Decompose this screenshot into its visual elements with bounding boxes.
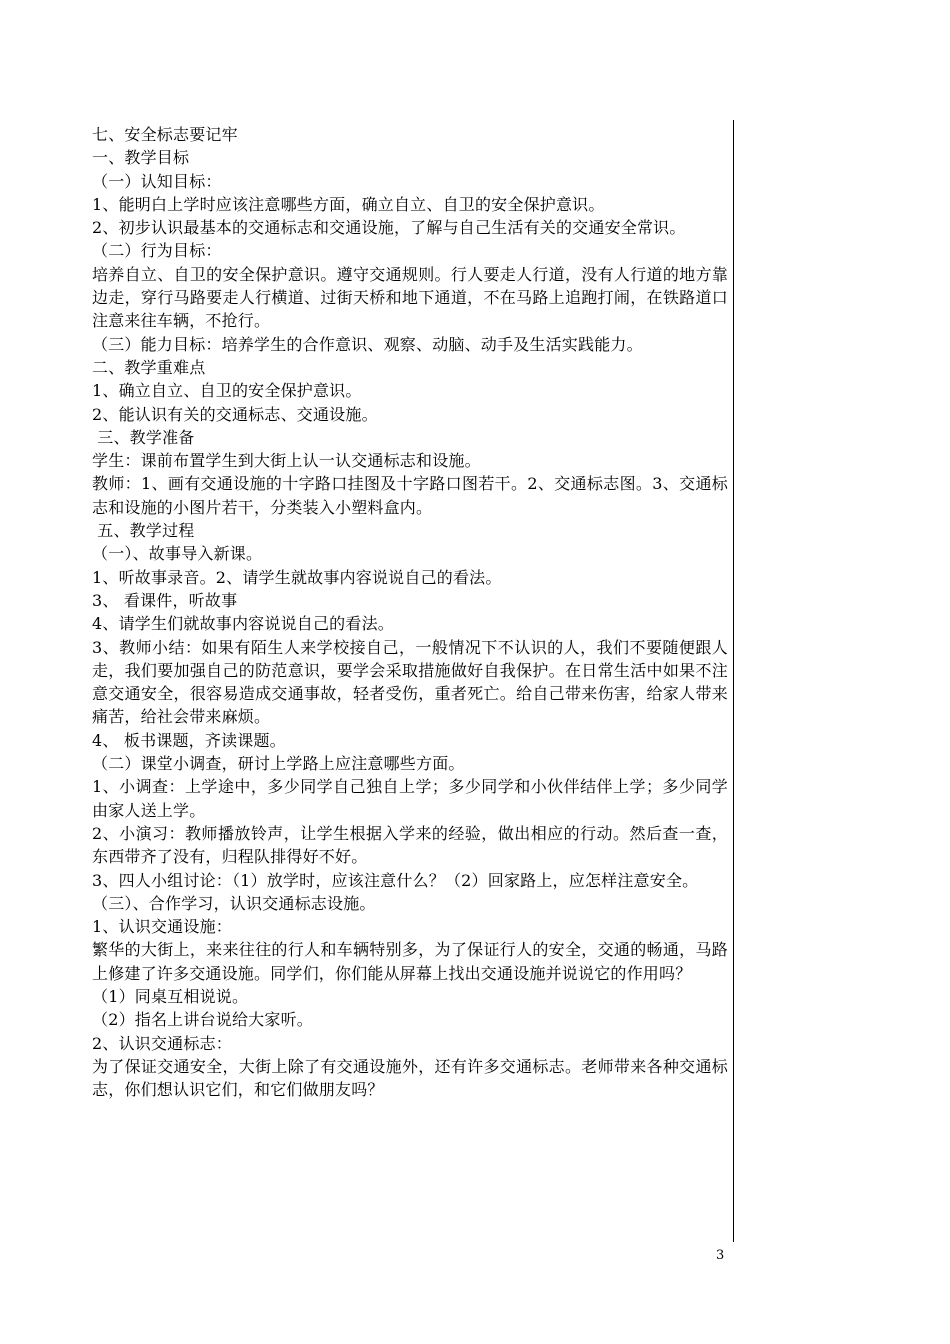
paragraph: （1）同桌互相说说。 (92, 986, 249, 1006)
section-heading: 五、教学过程 (92, 521, 195, 541)
subsection-heading: （一）、故事导入新课。 (92, 544, 263, 564)
paragraph: 3、 看课件，听故事 (92, 590, 238, 610)
paragraph: （三）能力目标：培养学生的合作意识、观察、动脑、动手及生活实践能力。 (92, 334, 643, 354)
paragraph: 为了保证交通安全，大街上除了有交通设施外，还有许多交通标志。老师带来各种交通标志，你们想认识它们，和它们做朋友吗？ (92, 1056, 728, 1100)
paragraph: 2、小演习：教师播放铃声，让学生根据入学来的经验，做出相应的行动。然后查一查，东西带齐了没有，归程队排得好不好。 (92, 823, 728, 867)
section-heading: 二、教学重难点 (92, 357, 206, 377)
paragraph: 教师：1、画有交通设施的十字路口挂图及十字路口图若干。2、交通标志图。3、交通标志和设施的小图片若干，分类装入小塑料盒内。 (92, 474, 728, 517)
paragraph: 4、请学生们就故事内容说说自己的看法。 (92, 614, 394, 634)
paragraph: 4、 板书课题，齐读课题。 (92, 730, 286, 750)
page-number: 3 (716, 1248, 725, 1263)
paragraph: 1、认识交通设施： (92, 917, 232, 937)
paragraph: 培养自立、自卫的安全保护意识。遵守交通规则。行人要走人行道，没有人行道的地方靠边走，穿行马路要走人行横道、过街天桥和地下通道，不在马路上追跑打闹，在铁路道口注意来往车辆，不抢行。 (92, 264, 728, 331)
paragraph: 2、认识交通标志： (92, 1033, 232, 1053)
section-heading: 一、教学目标 (92, 148, 190, 168)
paragraph: （2）指名上讲台说给大家听。 (92, 1010, 313, 1030)
subsection-heading: （三）、合作学习，认识交通标志设施。 (92, 893, 376, 913)
subsection-heading: （一）认知目标： (92, 171, 222, 191)
paragraph: 学生：课前布置学生到大街上认一认交通标志和设施。 (92, 451, 481, 471)
margin-rule (733, 120, 734, 1242)
document-body (92, 123, 728, 1101)
paragraph: 3、四人小组讨论：（1）放学时，应该注意什么？（2）回家路上，应怎样注意安全。 (92, 870, 699, 890)
section-heading: 三、教学准备 (92, 427, 195, 447)
lesson-title: 七、安全标志要记牢 (92, 125, 238, 144)
paragraph: 1、听故事录音。2、请学生就故事内容说说自己的看法。 (92, 567, 502, 587)
paragraph: 2、初步认识最基本的交通标志和交通设施，了解与自己生活有关的交通安全常识。 (92, 218, 686, 238)
subsection-heading: （二）行为目标： (92, 241, 222, 261)
paragraph: 繁华的大街上，来来往往的行人和车辆特别多，为了保证行人的安全，交通的畅通，马路上修建了许多交通设施。同学们，你们能从屏幕上找出交通设施并说说它的作用吗？ (92, 940, 728, 983)
paragraph: 1、能明白上学时应该注意哪些方面，确立自立、自卫的安全保护意识。 (92, 194, 605, 214)
paragraph: 2、能认识有关的交通标志、交通设施。 (92, 404, 378, 424)
subsection-heading: （二）课堂小调查，研讨上学路上应注意哪些方面。 (92, 754, 465, 774)
paragraph: 3、教师小结：如果有陌生人来学校接自己，一般情况下不认识的人，我们不要随便跟人走，我们要加强自己的防范意识，要学会采取措施做好自我保护。在日常生活中如果不注意交通安全，很容易造成交通事故，轻者受伤，重者死亡。给自己带来伤害，给家人带来痛苦，给社会带来麻烦。 (92, 637, 728, 727)
paragraph: 1、确立自立、自卫的安全保护意识。 (92, 381, 362, 401)
paragraph: 1、小调查：上学途中，多少同学自己独自上学；多少同学和小伙伴结伴上学；多少同学由家人送上学。 (92, 777, 728, 820)
